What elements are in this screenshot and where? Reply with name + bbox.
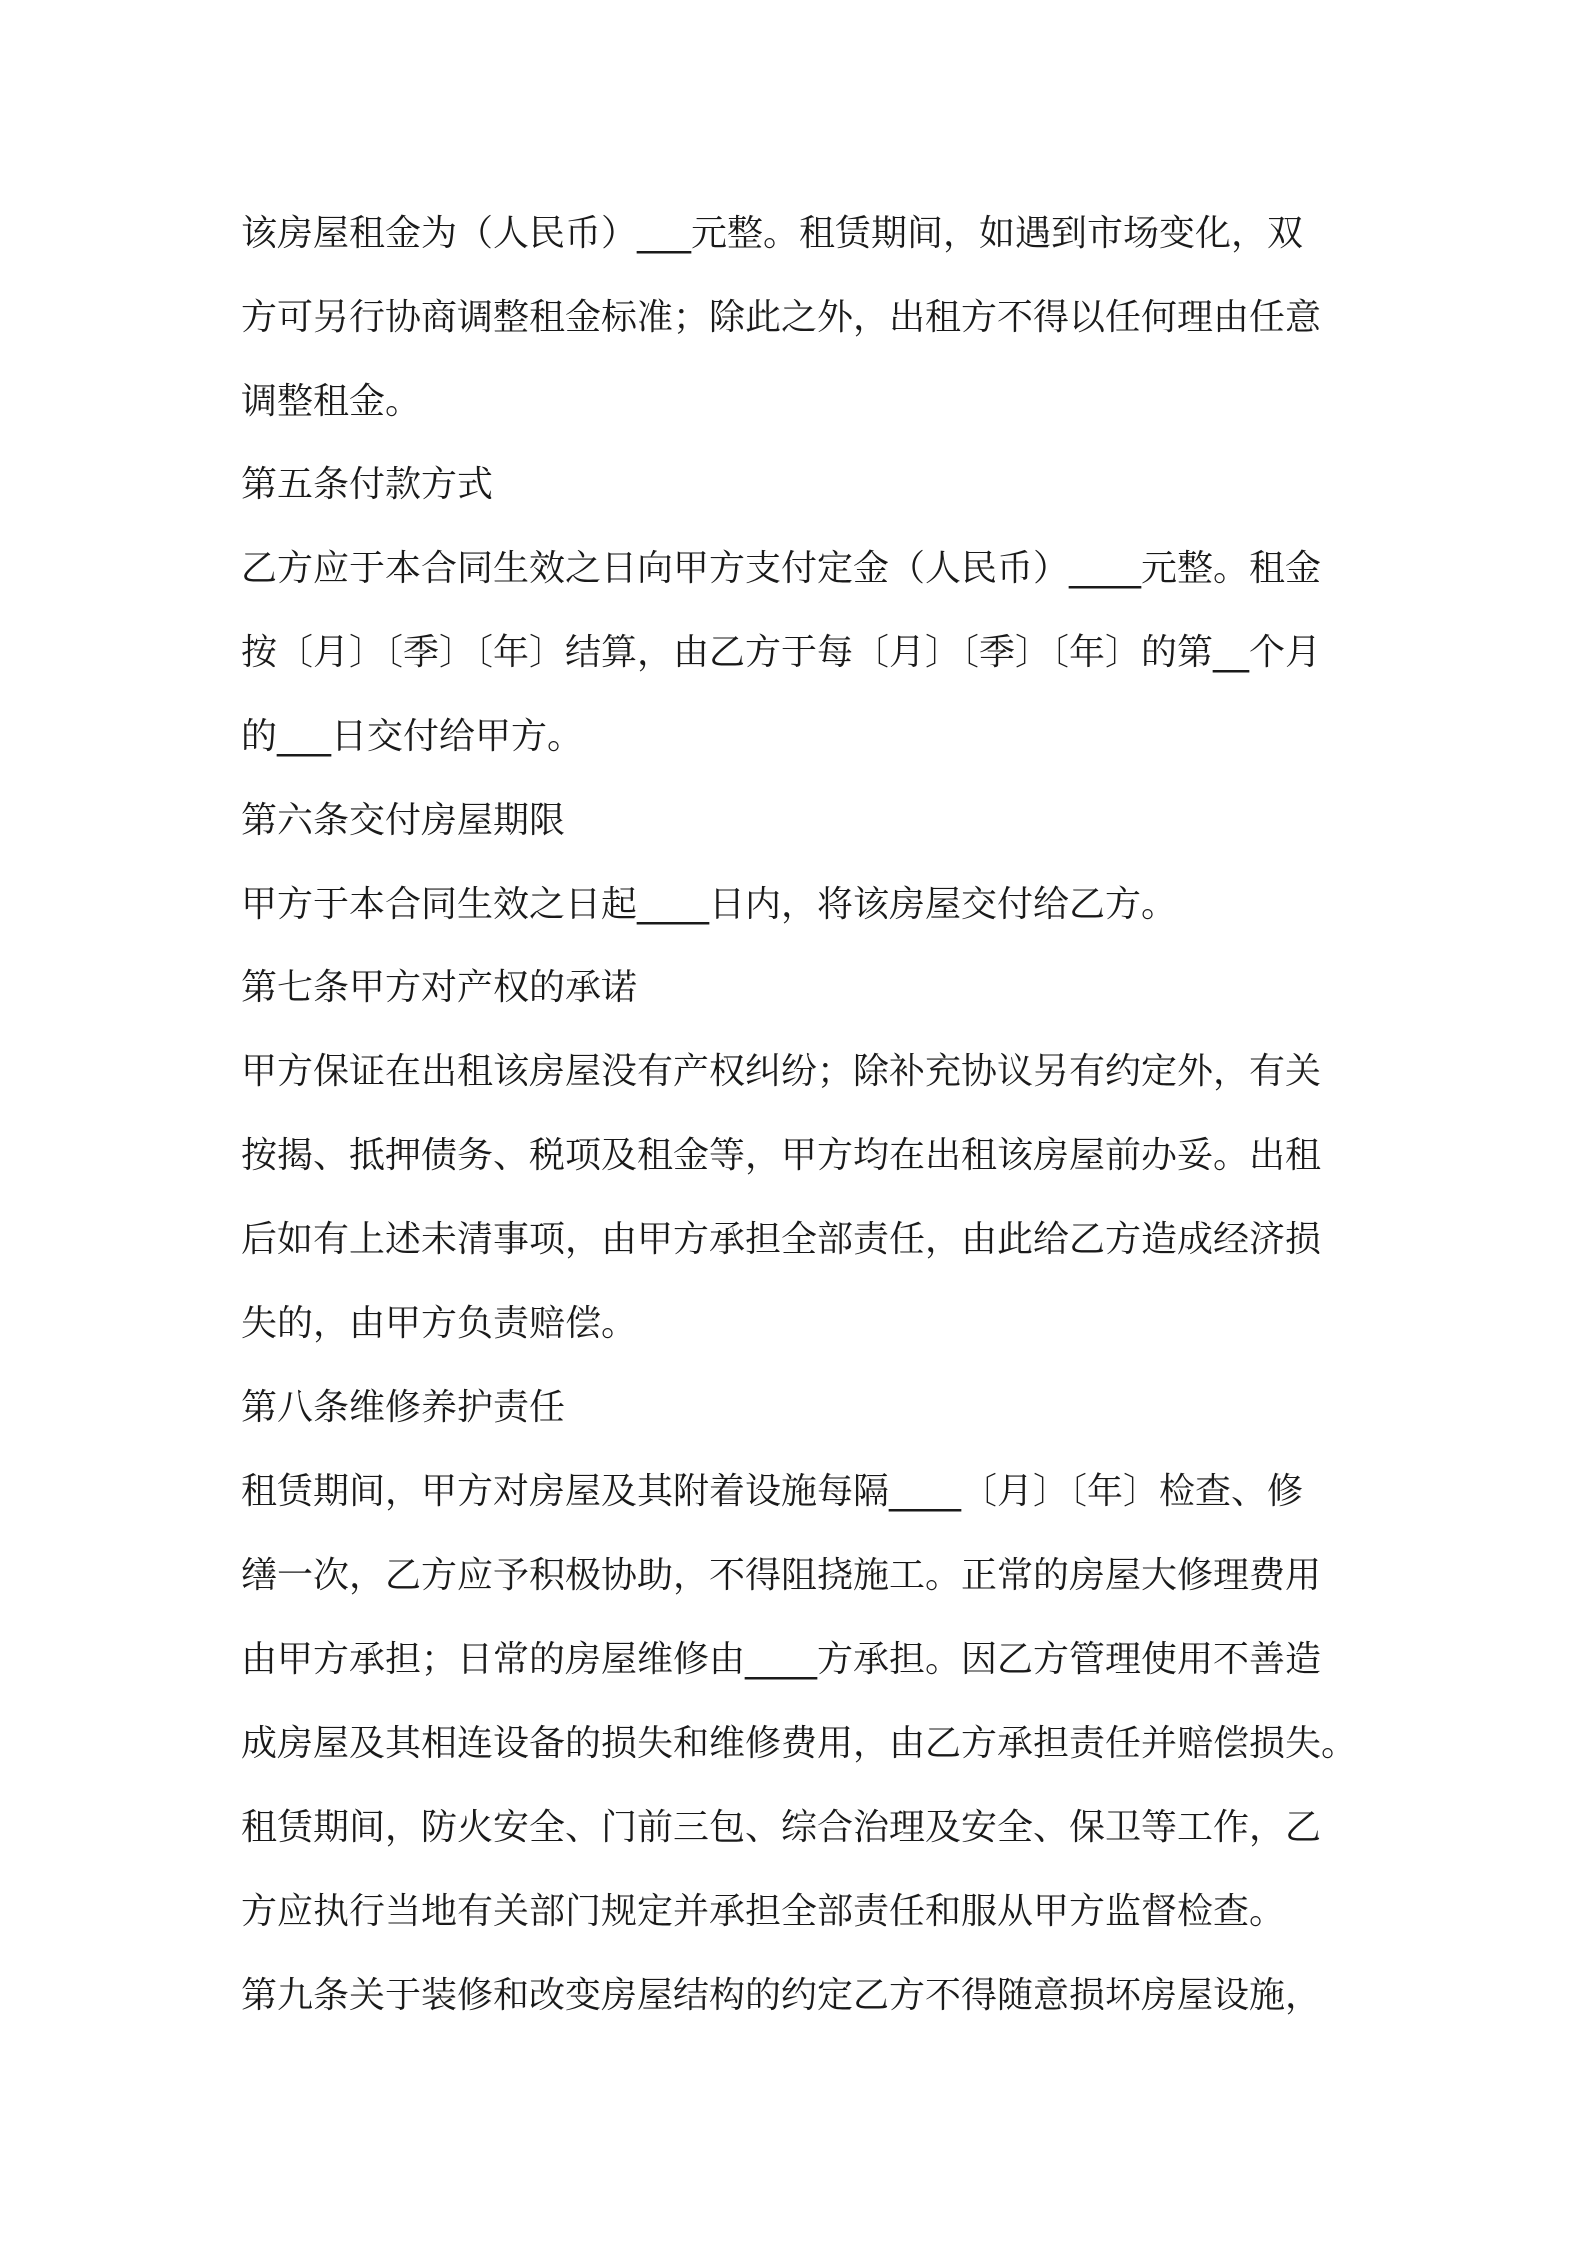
- text-line: 按〔月〕〔季〕〔年〕结算，由乙方于每〔月〕〔季〕〔年〕的第__个月: [241, 632, 1322, 673]
- text-line: 失的，由甲方负责赔偿。: [241, 1303, 638, 1344]
- text-line: 方应执行当地有关部门规定并承担全部责任和服从甲方监督检查。: [241, 1891, 1286, 1932]
- text-line: 乙方应于本合同生效之日向甲方支付定金（人民币）____元整。租金: [241, 548, 1322, 589]
- text-line: 方可另行协商调整租金标准；除此之外，出租方不得以任何理由任意: [241, 297, 1322, 338]
- text-line: 按揭、抵押债务、税项及租金等，甲方均在出租该房屋前办妥。出租: [241, 1135, 1322, 1176]
- text-line: 由甲方承担；日常的房屋维修由____方承担。因乙方管理使用不善造: [241, 1639, 1322, 1680]
- text-line: 后如有上述未清事项，由甲方承担全部责任，由此给乙方造成经济损: [241, 1219, 1322, 1260]
- text-line: 甲方于本合同生效之日起____日内，将该房屋交付给乙方。: [241, 884, 1178, 925]
- section-heading-6: 第六条交付房屋期限: [241, 800, 566, 841]
- text-line: 缮一次，乙方应予积极协助，不得阻挠施工。正常的房屋大修理费用: [241, 1555, 1322, 1596]
- text-line: 租赁期间，防火安全、门前三包、综合治理及安全、保卫等工作，乙: [241, 1807, 1322, 1848]
- text-line: 的___日交付给甲方。: [241, 716, 584, 757]
- text-line: 成房屋及其相连设备的损失和维修费用，由乙方承担责任并赔偿损失。: [241, 1723, 1358, 1764]
- section-heading-5: 第五条付款方式: [241, 464, 494, 505]
- text-line: 租赁期间，甲方对房屋及其附着设施每隔____〔月〕〔年〕检查、修: [241, 1471, 1304, 1512]
- section-heading-8: 第八条维修养护责任: [241, 1387, 566, 1428]
- section-heading-9: 第九条关于装修和改变房屋结构的约定乙方不得随意损坏房屋设施，: [241, 1975, 1322, 2016]
- text-line: 该房屋租金为（人民币）___元整。租赁期间，如遇到市场变化，双: [241, 213, 1304, 254]
- text-line: 甲方保证在出租该房屋没有产权纠纷；除补充协议另有约定外，有关: [241, 1051, 1322, 1092]
- section-heading-7: 第七条甲方对产权的承诺: [241, 967, 638, 1008]
- text-line: 调整租金。: [241, 381, 422, 422]
